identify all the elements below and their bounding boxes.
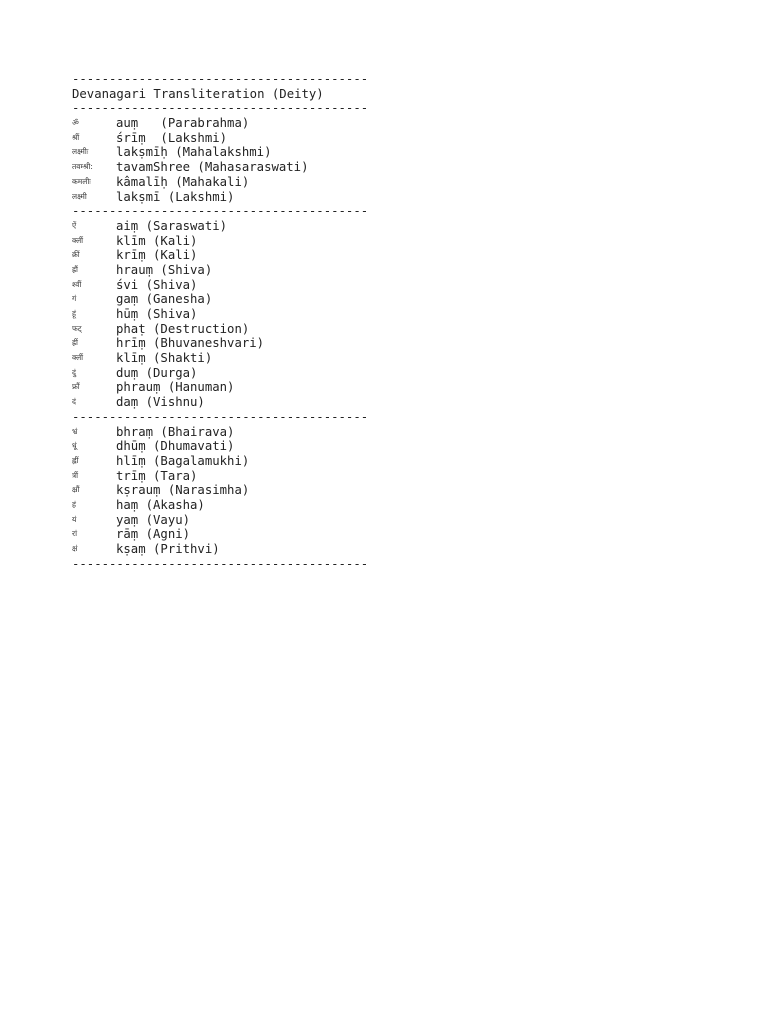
- mantra-row: [72, 483, 392, 498]
- divider-rule: ----------------------------------------: [72, 72, 369, 86]
- transliteration-text: tavamShree (Mahasaraswati): [116, 160, 309, 175]
- devanagari-text: गं: [72, 294, 77, 304]
- transliteration-text: yaṃ (Vayu): [116, 512, 191, 527]
- mantra-row: [72, 469, 392, 484]
- transliteration-text: lakṣmīḥ (Mahalakshmi): [116, 145, 272, 160]
- mantra-row: [72, 513, 392, 528]
- mantra-row: [72, 219, 392, 234]
- divider-rule: ----------------------------------------: [72, 409, 369, 424]
- transliteration-text: lakṣmī (Lakshmi): [116, 189, 235, 204]
- devanagari-text: ऐं: [72, 220, 77, 230]
- mantra-row: [72, 380, 392, 395]
- devanagari-text: लक्ष्मीः: [72, 147, 89, 157]
- transliteration-text: rāṃ (Agni): [116, 527, 191, 542]
- mantra-row: [72, 542, 392, 557]
- devanagari-text: धूं: [72, 441, 77, 451]
- transliteration-text: gaṃ (Ganesha): [116, 292, 213, 307]
- transliteration-text: krīṃ (Kali): [116, 248, 198, 263]
- transliteration-text: klīṃ (Shakti): [116, 351, 213, 366]
- devanagari-text: क्ष्रौं: [72, 485, 80, 495]
- page-title: Devanagari Transliteration (Deity): [72, 86, 324, 101]
- transliteration-text: duṃ (Durga): [116, 365, 198, 380]
- devanagari-text: क्षं: [72, 544, 78, 553]
- devanagari-text: हूं: [72, 309, 76, 318]
- mantra-row: [72, 351, 392, 366]
- transliteration-text: auṃ (Parabrahma): [116, 116, 250, 131]
- devanagari-text: रां: [72, 529, 78, 539]
- transliteration-text: aiṃ (Saraswati): [116, 218, 228, 233]
- devanagari-text: यं: [72, 514, 77, 524]
- mantra-row: [72, 278, 392, 293]
- mantra-row: [72, 527, 392, 542]
- mantra-row: [72, 454, 392, 469]
- transliteration-text: kṣaṃ (Prithvi): [116, 542, 220, 556]
- transliteration-text: haṃ (Akasha): [116, 497, 205, 512]
- devanagari-text: फट्: [72, 323, 82, 333]
- transliteration-text: klīm (Kali): [116, 233, 198, 248]
- transliteration-text: hlīṃ (Bagalamukhi): [116, 453, 250, 468]
- devanagari-text: दुं: [72, 367, 76, 377]
- transliteration-text: daṃ (Vishnu): [116, 395, 205, 410]
- mantra-row: [72, 263, 392, 278]
- mantra-row: [72, 307, 392, 322]
- devanagari-text: क्लीं: [72, 235, 84, 245]
- mantra-row: [72, 175, 392, 190]
- devanagari-text: क्लीं: [72, 353, 84, 363]
- divider-rule: ----------------------------------------: [72, 101, 369, 116]
- mantra-row: [72, 292, 392, 307]
- devanagari-text: श्वीं: [72, 279, 82, 289]
- transliteration-text: bhraṃ (Bhairava): [116, 424, 235, 439]
- mantra-row: [72, 439, 392, 454]
- devanagari-text: ह्रौं: [72, 264, 78, 274]
- devanagari-text: ह्लीं: [72, 455, 79, 465]
- devanagari-text: दं: [72, 397, 76, 407]
- transliteration-text: trīṃ (Tara): [116, 468, 198, 483]
- devanagari-text: त्रीं: [72, 470, 79, 480]
- mantra-row: [72, 145, 392, 160]
- mantra-row: [72, 322, 392, 337]
- mantra-row: [72, 160, 392, 175]
- devanagari-text: हं: [72, 499, 76, 509]
- transliteration-text: kâmalīḥ (Mahakali): [116, 174, 250, 189]
- mantra-row: [72, 131, 392, 146]
- divider-rule: ----------------------------------------: [72, 204, 369, 219]
- mantra-row: [72, 395, 392, 410]
- divider-rule: ----------------------------------------: [72, 556, 369, 571]
- devanagari-text: ॐ: [72, 118, 79, 128]
- mantra-row: [72, 116, 392, 131]
- transliteration-text: phaṭ (Destruction): [116, 321, 250, 336]
- mantra-row: [72, 234, 392, 249]
- transliteration-text: śvi (Shiva): [116, 277, 198, 292]
- devanagari-text: लक्ष्मी: [72, 191, 87, 201]
- transliteration-document: [72, 72, 392, 571]
- devanagari-text: भ्रं: [72, 426, 78, 436]
- transliteration-text: śrīṃ (Lakshmi): [116, 130, 228, 145]
- mantra-row: [72, 425, 392, 440]
- mantra-row: [72, 366, 392, 381]
- mantra-row: [72, 336, 392, 351]
- mantra-row: [72, 190, 392, 205]
- devanagari-text: क्रीं: [72, 250, 80, 260]
- devanagari-text: ह्रीं: [72, 338, 78, 348]
- transliteration-text: hrīṃ (Bhuvaneshvari): [116, 336, 265, 351]
- transliteration-text: phrauṃ (Hanuman): [116, 380, 235, 395]
- transliteration-text: dhūṃ (Dhumavati): [116, 439, 235, 454]
- transliteration-text: hrauṃ (Shiva): [116, 262, 213, 277]
- mantra-row: [72, 498, 392, 513]
- devanagari-text: श्रीं: [72, 132, 80, 142]
- devanagari-text: तवम्श्री:: [72, 162, 93, 172]
- transliteration-text: hūṃ (Shiva): [116, 307, 198, 321]
- transliteration-text: kṣrauṃ (Narasimha): [116, 483, 250, 498]
- devanagari-text: कमलीः: [72, 176, 91, 186]
- mantra-row: [72, 248, 392, 263]
- devanagari-text: फ्रौं: [72, 382, 80, 392]
